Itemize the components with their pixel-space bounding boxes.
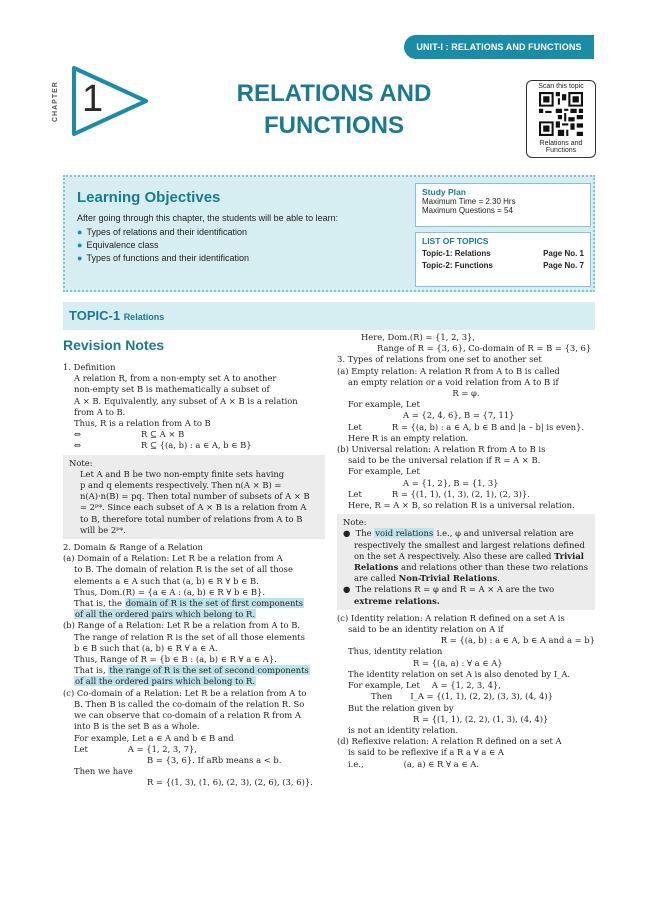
topics-list-box: [415, 232, 591, 287]
topic-row[interactable]: Topic-2: Functions Page No. 7: [422, 261, 584, 270]
learning-objectives-heading: Learning Objectives: [77, 189, 221, 206]
topic-title: TOPIC-1 Relations: [69, 308, 165, 323]
chapter-title: [225, 78, 443, 142]
study-plan-questions: Maximum Questions = 54: [422, 206, 513, 215]
study-plan-time: Maximum Time = 2.30 Hrs: [422, 197, 516, 206]
chapter-label: CHAPTER: [52, 81, 59, 123]
qr-code-icon[interactable]: [539, 92, 583, 136]
objective-item: ● Types of relations and their identification: [77, 227, 248, 237]
highlight: the range of R is the set of second components: [109, 665, 309, 676]
topics-list-title: LIST OF TOPICS: [422, 236, 489, 246]
highlight: void relations: [375, 528, 434, 539]
left-column: 1. Definition A relation R, from a non-empty set A to another non-empty set B is mathematically a subset of A × B. Equivalently, any subset of A × B is a relation from A to B. Thus, R is a relation from A to B ⇔ R ⊆ A × B ⇔ R ⊆ {(a, b) : a ∈ A, b ∈ B} Note: Let A and B be two non-empty finite sets having p and q elements respectively. Then n(A × B) = n(A)·n(B) = pq. Then total number of subsets of A × B = 2ᵖᵠ. Since each subset of A × B is a relation from A to B, therefore total number of relations from A to B will be 2ᵖᵠ. 2. Domain & Range of a Relation (a) Domain of a Relation: Let R be a relation from A to B. The domain of relation R is the set of all those elements a ∈ A such that (a, b) ∈ R ∀ b ∈ B. Thus, Dom.(R) = {a ∈ A : (a, b) ∈ R ∀ b ∈ B}. That is, the domain of R is the set of first components of all the ordered pairs which belong to R. (b) Range of a Relation: Let R be a relation from A to B. The range of relation R is the set of all those elements b ∈ B such that (a, b) ∈ R ∀ a ∈ A. Thus, Range of R = {b ∈ B : (a, b) ∈ R ∀ a ∈ A}. That is, the range of R is the set of second components of all the ordered pairs which belong to R. (c) Co-domain of a Relation: Let R be a relation from A to B. Then B is called the co-domain of the relation R. So we can observe that co-domain of a relation R from A into B is the set B as a whole. For example, Let a ∈ A and b ∈ B and Let A = {1, 2, 3, 7}, B = {3, 6}. If aRb means a < b. Then we have R = {(1, 3), (1, 6), (2, 3), (2, 6), (3, 6)}.: [63, 362, 325, 789]
learning-objectives-panel: [63, 175, 595, 292]
study-plan-title: Study Plan: [422, 187, 466, 197]
topic-bar: [63, 302, 595, 330]
title-line-1: RELATIONS AND: [236, 80, 432, 107]
note-box: Note: ● The void relations i.e., φ and universal relation are respectively the smallest and largest relations defined on the set A respectively. Also these are called Trivial Relations and relations other than these two relations are called Non-Trivial Relations. ● The relations R = φ and R = A × A are the two extreme relations.: [337, 514, 595, 610]
qr-bottom-label-1: Relations and: [539, 140, 583, 147]
study-plan-box: [415, 183, 591, 227]
right-column: Here, Dom.(R) = {1, 2, 3}, Range of R = {3, 6}, Co-domain of R = B = {3, 6} 3. Types of relations from one set to another set (a) Empty relation: A relation R from A to B is called an empty relation or a void relation from A to B if R = φ. For example, Let A = {2, 4, 6}, B = {7, 11} Let R = {(a, b) : a ∈ A, b ∈ B and |a – b| is even}. Here R is an empty relation. (b) Universal relation: A relation R from A to B is said to be the universal relation if R = A × B. For example, Let A = {1, 2}, B = {1, 3} Let R = {(1, 1), (1, 3), (2, 1), (2, 3)}. Here, R = A × B, so relation R is a universal relation. Note: ● The void relations i.e., φ and universal relation are respectively the smallest and largest relations defined on the set A respectively. Also these are called Trivial Relations and relations other than these two relations are called Non-Trivial Relations. ● The relations R = φ and R = A × A are the two extreme relations. (c) Identity relation: A relation R defined on a set A is said to be an identity relation on A if R = {(a, b) : a ∈ A, b ∈ A and a = b} Thus, identity relation R = {(a, a) : ∀ a ∈ A} The identity relation on set A is also denoted by I_A. For example, Let A = {1, 2, 3, 4}, Then I_A = {(1, 1), (2, 2), (3, 3), (4, 4)} But the relation given by R = {(1, 1), (2, 2), (1, 3), (4, 4)} is not an identity relation. (d) Reflexive relation: A relation R defined on a set A is said to be reflexive if a R a ∀ a ∈ A i.e., (a, a) ∈ R ∀ a ∈ A.: [337, 332, 595, 769]
chapter-number: 1: [82, 78, 104, 120]
qr-top-label: Scan this topic: [538, 83, 584, 90]
bullet-icon: ●: [77, 227, 83, 237]
bullet-icon: ●: [77, 240, 83, 250]
bullet-icon: ●: [343, 528, 356, 539]
title-line-2: FUNCTIONS: [264, 112, 404, 139]
learning-objectives-intro: After going through this chapter, the students will be able to learn:: [77, 213, 339, 223]
unit-badge: UNIT-I : RELATIONS AND FUNCTIONS: [404, 35, 594, 59]
highlight: domain of R is the set of first components: [125, 598, 304, 609]
objective-item: ● Types of functions and their identification: [77, 253, 250, 263]
qr-bottom-label-2: Functions: [545, 147, 577, 154]
qr-box[interactable]: [526, 80, 596, 158]
bullet-icon: ●: [343, 584, 356, 595]
topic-row[interactable]: Topic-1: Relations Page No. 1: [422, 249, 584, 258]
highlight: of all the ordered pairs which belong to R.: [75, 676, 256, 687]
bullet-icon: ●: [77, 253, 83, 263]
highlight: of all the ordered pairs which belong to R.: [75, 609, 256, 620]
note-box: Note: Let A and B be two non-empty finite sets having p and q elements respectively. Then n(A × B) = n(A)·n(B) = pq. Then total number of subsets of A × B = 2ᵖᵠ. Since each subset of A × B is a relation from A to B, therefore total number of relations from A to B will be 2ᵖᵠ.: [63, 455, 325, 539]
revision-notes-heading: Revision Notes: [63, 337, 165, 353]
objective-item: ● Equivalence class: [77, 240, 159, 250]
